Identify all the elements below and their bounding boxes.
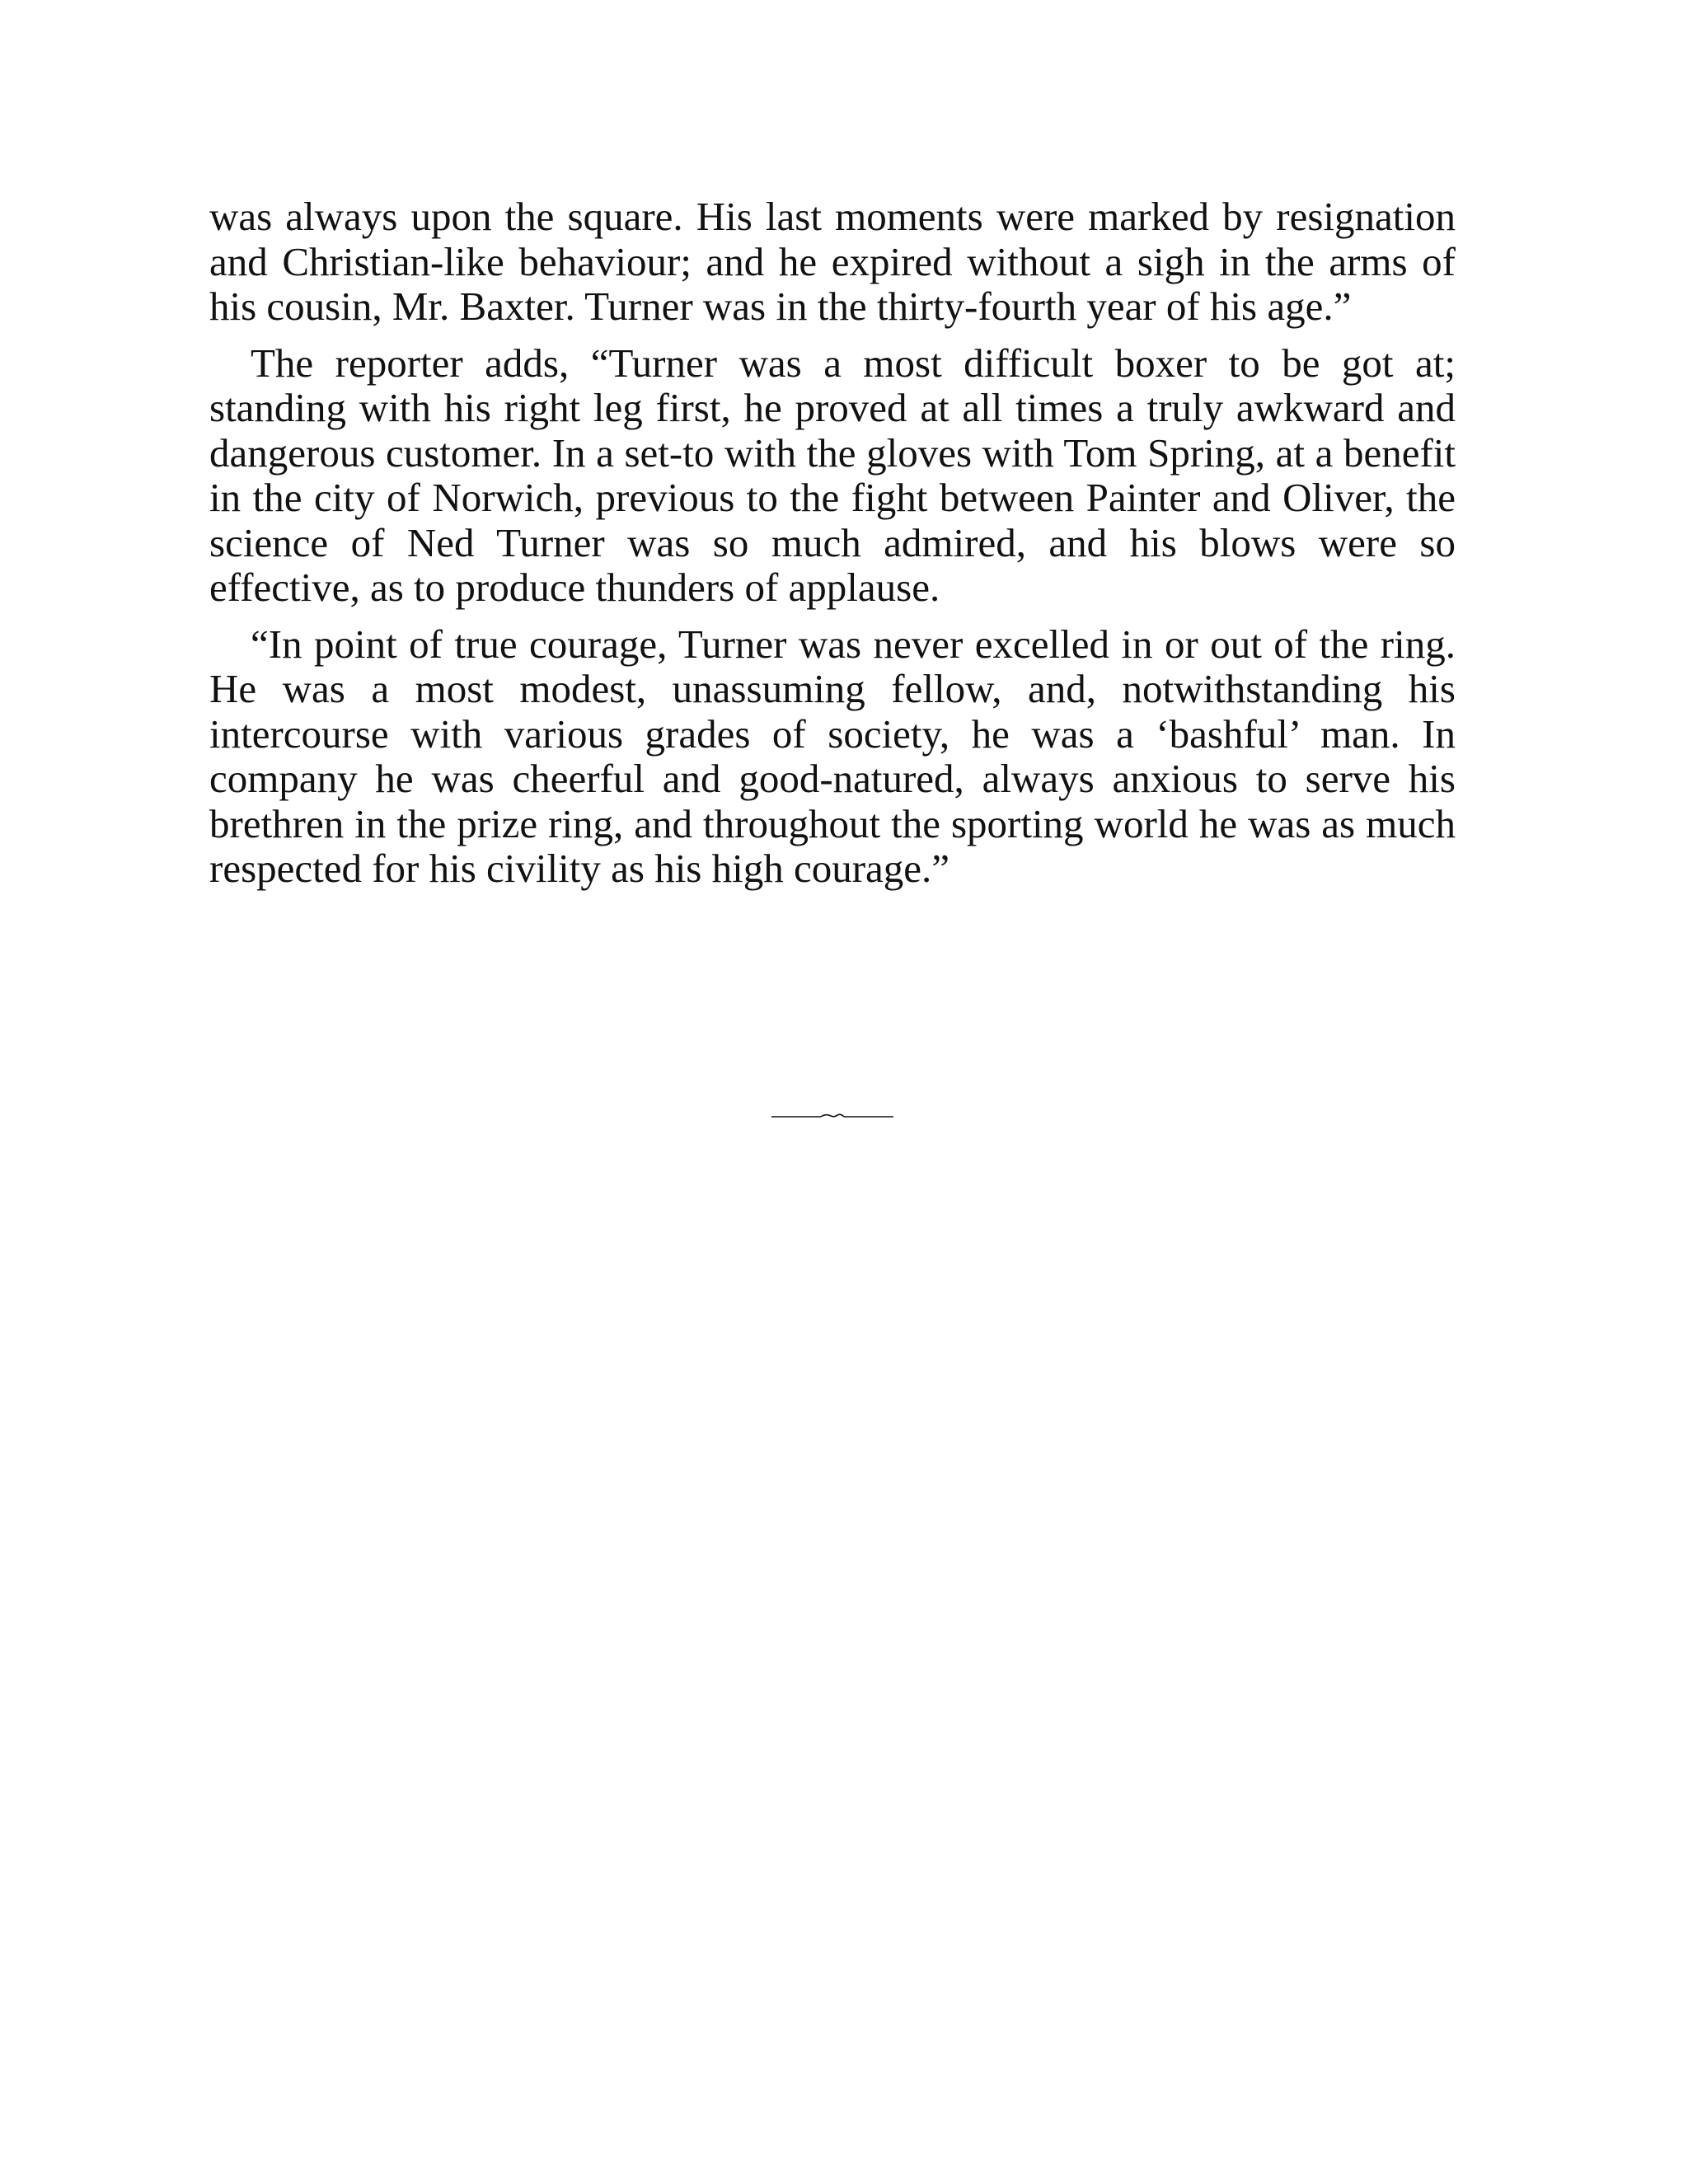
section-divider-ornament — [770, 1111, 895, 1121]
paragraph-continued: was always upon the square. His last moments were marked by resignation and Christian-like behaviour; and he expired without a sigh in the arms of his cousin, Mr. Baxter. Turner was in the thirty-fourth year of his age.” — [209, 194, 1456, 329]
paragraph-reporter-quote: The reporter adds, “Turner was a most difficult boxer to be got at; standing with his right leg first, he proved at all times a truly awkward and dangerous customer. In a set-to with the gloves with Tom Spring, at a benefit in the city of Norwich, previous to the fight between Painter and Oliver, the science of Ned Turner was so much admired, and his blows were so effective, as to produce thunders of applause. — [209, 340, 1456, 610]
paragraph-courage: “In point of true courage, Turner was never excelled in or out of the ring. He was a most modest, unassuming fellow, and, notwithstanding his intercourse with various grades of society, he was a ‘bashful’ man. In company he was cheerful and good-natured, always anxious to serve his brethren in the prize ring, and throughout the sporting world he was as much respected for his civility as his high courage.” — [209, 621, 1456, 891]
page-text — [209, 194, 1456, 903]
